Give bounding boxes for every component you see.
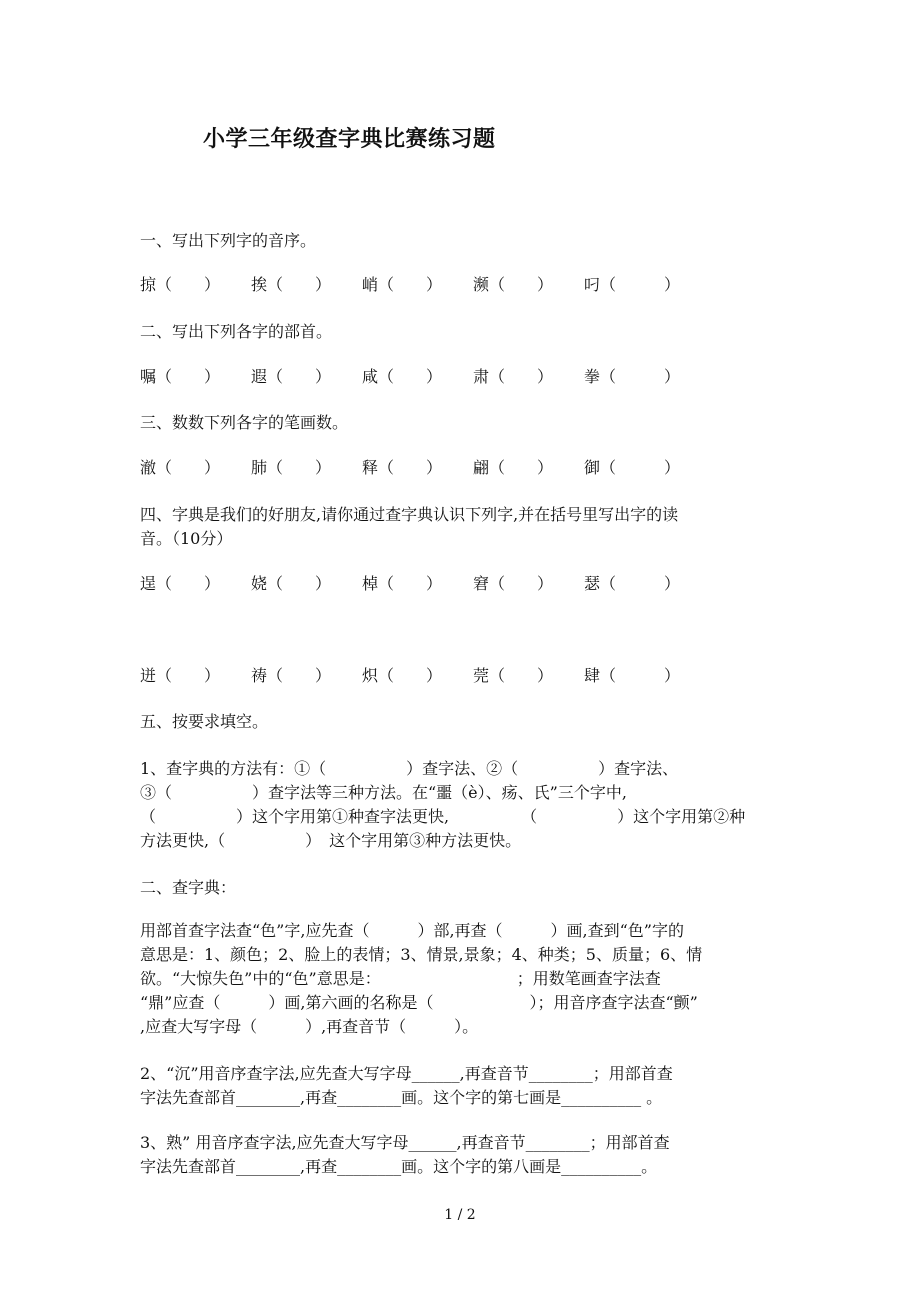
item: 咸（ ） xyxy=(362,367,443,386)
dictionary-question xyxy=(140,919,790,1039)
section2-heading: 二、写出下列各字的部首。 xyxy=(140,322,333,341)
dictionary-question-line: 用部首查字法查“色”字,应先查（ ）部,再查（ ）画,查到“色”字的 xyxy=(140,921,684,940)
item: 拳（ ） xyxy=(584,367,681,386)
item: 释（ ） xyxy=(362,458,443,477)
item: 祷（ ） xyxy=(251,666,332,685)
question3-line: 3、熟” 用音序查字法,应先查大写字母______,再查音节________；用部首查 xyxy=(140,1133,670,1152)
item: 迸（ ） xyxy=(140,666,221,685)
page-title: 小学三年级查字典比赛练习题 xyxy=(203,126,496,152)
item: 瑟（ ） xyxy=(584,574,681,593)
question2-line: 2、“沉”用音序查字法,应先查大写字母______,再查音节________；用部首查 xyxy=(140,1064,673,1083)
question3 xyxy=(140,1131,790,1179)
question1-line: 1、查字典的方法有：①（ ）查字法、②（ ）查字法、 xyxy=(140,759,679,778)
item: 嘱（ ） xyxy=(140,367,221,386)
item: 翩（ ） xyxy=(473,458,554,477)
dictionary-question-line: “鼎”应查（ ）画,第六画的名称是（ ）；用音序查字法查“颤” xyxy=(140,993,698,1012)
question1-line: 方法更快,（ ） 这个字用第③种方法更快。 xyxy=(140,831,522,850)
section5-heading: 五、按要求填空。 xyxy=(140,712,269,731)
section1-items xyxy=(140,273,700,297)
section4-items-row1 xyxy=(140,572,700,596)
section4-heading-line1: 四、字典是我们的好朋友,请你通过查字典认识下列字,并在括号里写出字的读 xyxy=(140,505,679,524)
item: 叼（ ） xyxy=(584,275,681,294)
section4-heading-line2: 音。（10分） xyxy=(140,529,233,548)
dictionary-question-line: ,应查大写字母（ ）,再查音节（ ）。 xyxy=(140,1017,479,1036)
item: 肺（ ） xyxy=(251,458,332,477)
page-number: 1 / 2 xyxy=(444,1207,476,1223)
item: 逞（ ） xyxy=(140,574,221,593)
item: 遐（ ） xyxy=(251,367,332,386)
section3-items xyxy=(140,456,700,480)
question1 xyxy=(140,757,790,853)
item: 莞（ ） xyxy=(473,666,554,685)
item: 窘（ ） xyxy=(473,574,554,593)
question1-line: ③（ ）查字法等三种方法。在“噩（è）、疡、氏”三个字中, xyxy=(140,783,627,802)
question2 xyxy=(140,1062,790,1110)
item: 肃（ ） xyxy=(473,367,554,386)
question1-line: （ ）这个字用第①种查字法更快, （ ）这个字用第②种 xyxy=(140,807,746,826)
item: 峭（ ） xyxy=(362,275,443,294)
dictionary-question-line: 意思是：1、颜色；2、脸上的表情；3、情景,景象；4、种类；5、质量；6、情 xyxy=(140,945,703,964)
question3-line: 字法先查部首________,再查________画。这个字的第八画是__________。 xyxy=(140,1157,658,1176)
section4-items-row2 xyxy=(140,664,700,688)
item: 澈（ ） xyxy=(140,458,221,477)
item: 挨（ ） xyxy=(251,275,332,294)
section3-heading: 三、数数下列各字的笔画数。 xyxy=(140,413,349,432)
item: 濒（ ） xyxy=(473,275,554,294)
item: 肆（ ） xyxy=(584,666,681,685)
question2-line: 字法先查部首________,再查________画。这个字的第七画是__________ 。 xyxy=(140,1088,663,1107)
section2-items xyxy=(140,365,700,389)
section4-heading xyxy=(140,503,790,551)
item: 御（ ） xyxy=(584,458,681,477)
dictionary-question-line: 欲。“大惊失色”中的“色”意思是： ；用数笔画查字法查 xyxy=(140,969,661,988)
item: 炽（ ） xyxy=(362,666,443,685)
dictionary-subheading: 二、查字典： xyxy=(140,878,237,897)
item: 掠（ ） xyxy=(140,275,221,294)
section1-heading: 一、写出下列字的音序。 xyxy=(140,231,317,250)
item: 棹（ ） xyxy=(362,574,443,593)
item: 娆（ ） xyxy=(251,574,332,593)
